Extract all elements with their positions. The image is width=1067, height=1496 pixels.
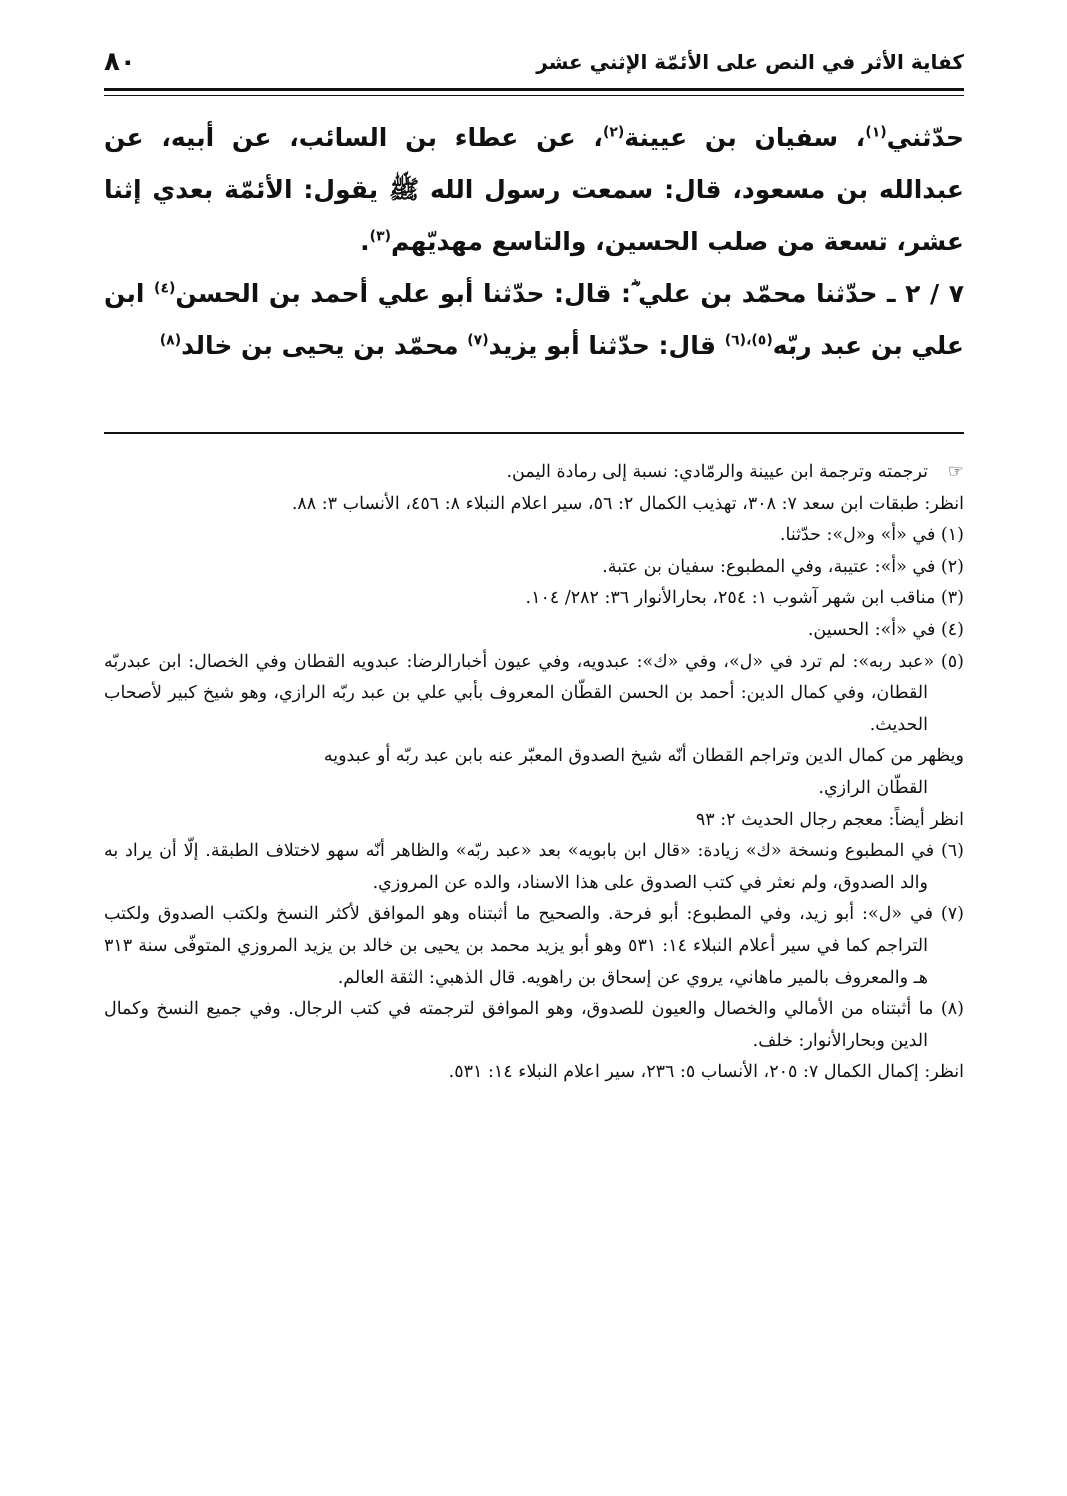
text-run: ، سفيان بن عيينة — [624, 123, 866, 152]
footnote-5-note-cont: القطّان الرازي. — [818, 777, 928, 798]
footnote-text: ترجمته وترجمة ابن عيينة والرمّادي: نسبة إلى رمادة اليمن. — [506, 462, 928, 482]
footnote-5-see-also: انظر أيضاً: معجم رجال الحديث ٢: ٩٣ — [695, 809, 964, 830]
footnote-2: (٢) في «أ»: عتيبة، وفي المطبوع: سفيان بن عتبة. — [602, 556, 964, 577]
main-text — [104, 112, 964, 372]
footnote-8-see-also: انظر: إكمال الكمال ٧: ٢٠٥، الأنساب ٥: ٢٣٦، سير اعلام النبلاء ١٤: ٥٣١. — [448, 1062, 964, 1083]
footnote-ref-3: (٣) — [369, 228, 392, 245]
footnote-intro-refs: انظر: طبقات ابن سعد ٧: ٣٠٨، تهذيب الكمال ٢: ٥٦، سير اعلام النبلاء ٨: ٤٥٦، الأنساب ٣: ٨٨. — [291, 493, 964, 514]
footnote-ref-6: ،(٦) — [724, 332, 752, 349]
text-run: ، عن عطاء بن السائب، عن أبيه، عن عبدالله بن مسعود، قال: سمعت رسول الله ﷺ يقول: الأئمّة بعدي إثنا عشر، تسعة من صلب الحسين، والتاسع مهديّهم — [104, 123, 964, 256]
header-rule-thick — [104, 88, 964, 91]
text-run: ٧ / ٢ ـ حدّثنا محمّد بن علي ؓ: قال: حدّثنا أبو علي أحمد بن الحسن — [175, 279, 964, 308]
footnote-intro — [104, 456, 964, 489]
footnote-ref-1: (١) — [865, 124, 887, 141]
page-header — [104, 44, 964, 80]
footnote-5-note: ويظهر من كمال الدين وتراجم القطان أنّه شيخ الصدوق المعبّر عنه بابن عبد ربّه أو عبدويه — [323, 746, 964, 767]
hadith-paragraph-1 — [104, 112, 964, 268]
text-run: ابن علي بن عبد ربّه — [104, 279, 964, 360]
footnote-ref-8: (٨) — [159, 332, 182, 349]
footnote-5: (٥) «عبد ربه»: لم ترد في «ل»، وفي «ك»: عبدويه، وفي عيون أخبارالرضا: عبدويه القطان وفي الخصال: ابن عبدربّه القطان، وفي كمال الدين: أحمد بن الحسن القطّان المعروف بأبي علي بن عبد ربّه الرازي، وهو شيخ كبير لأصحاب الحديث. — [104, 651, 964, 735]
footnote-8: (٨) ما أثبتناه من الأمالي والخصال والعيون للصدوق، وهو الموافق لترجمته في كتب الرجال. وفي جميع النسخ وكمال الدين وبحارالأنوار: خلف. — [104, 999, 964, 1051]
footnote-4: (٤) في «أ»: الحسين. — [807, 619, 964, 640]
footnote-ref-4: (٤) — [154, 280, 176, 297]
footnote-1: (١) في «أ» و«ل»: حدّثنا. — [779, 525, 964, 546]
text-run: قال: حدّثنا أبو يزيد — [488, 331, 725, 360]
footnote-ref-2: (٢) — [602, 124, 625, 141]
text-run: . — [360, 227, 370, 256]
text-run: حدّثني — [886, 123, 965, 152]
page-number: ٨٠ — [104, 47, 136, 77]
pointing-hand-icon: ☞ — [947, 461, 964, 482]
footnote-6: (٦) في المطبوع ونسخة «ك» زيادة: «قال ابن بابويه» بعد «عبد ربّه» والظاهر أنّه سهو لاختلاف الطبقة. إلّا أن يراد به والد الصدوق، ولم نعثر في كتب الصدوق على هذا الاسناد، والده عن المروزي. — [104, 841, 964, 893]
footnote-separator — [104, 432, 964, 434]
header-rule-thin — [104, 95, 964, 96]
running-title: كفاية الأثر في النص على الأئمّة الإثني عشر — [536, 50, 964, 74]
footnote-7: (٧) في «ل»: أبو زيد، وفي المطبوع: أبو فرحة. والصحيح ما أثبتناه وهو الموافق لأكثر النسخ ولكتب الصدوق ولكتب التراجم كما في سير أعلام النبلاء ١٤: ٥٣١ وهو أبو يزيد محمد بن يحيى بن خالد بن يزيد المروزي المتوفّى سنة ٣١٣ هـ والمعروف بالمير ماهاني، يروي عن إسحاق بن راهويه. قال الذهبي: الثقة العالم. — [104, 904, 964, 988]
footnote-3: (٣) مناقب ابن شهر آشوب ١: ٢٥٤، بحارالأنوار ٣٦: ٢٨٢/ ١٠٤. — [525, 588, 964, 609]
text-run: محمّد بن يحيى بن خالد — [181, 331, 468, 360]
hadith-paragraph-2 — [104, 268, 964, 372]
footnote-ref-7: (٧) — [467, 332, 489, 349]
footnote-ref-5: (٥) — [751, 332, 773, 349]
footnotes — [104, 456, 964, 1089]
